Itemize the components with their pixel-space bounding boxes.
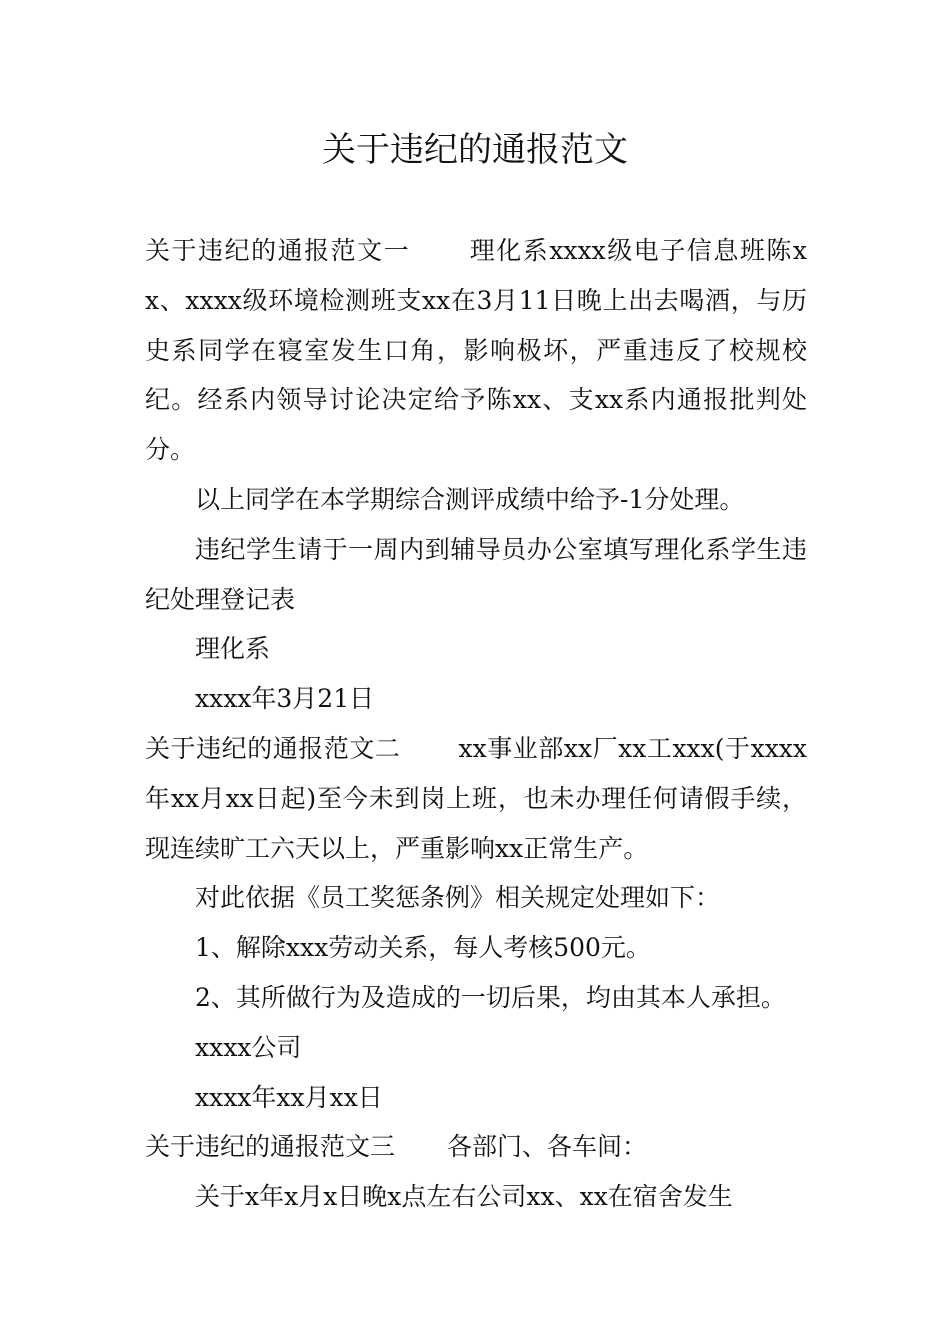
signature-date-2: xxxx年xx月xx日 xyxy=(195,1082,383,1112)
paragraph-sample-1 xyxy=(145,226,807,475)
signature-date-1: xxxx年3月21日 xyxy=(195,684,375,714)
sample-2-text: xx事业部xx厂xx工xxx(于xxxx年xx月xx日起)至今未到岗上班，也未办理任何请假手续，现连续旷工六天以上，严重影响xx正常生产。 xyxy=(145,733,807,863)
paragraph-score-deduction: 以上同学在本学期综合测评成绩中给予-1分处理。 xyxy=(195,484,745,514)
paragraph-registration-form: 违纪学生请于一周内到辅导员办公室填写理化系学生违纪处理登记表 xyxy=(145,534,807,614)
document-title: 关于违纪的通报范文 xyxy=(322,130,628,170)
sample-2-heading: 关于违纪的通报范文二 xyxy=(145,733,401,763)
list-item-2: 2、其所做行为及造成的一切后果，均由其本人承担。 xyxy=(195,982,786,1012)
paragraph-basis: 对此依据《员工奖惩条例》相关规定处理如下： xyxy=(195,883,721,913)
document-body xyxy=(145,226,807,1222)
paragraph-sample-2 xyxy=(145,724,807,873)
paragraph-sample-3 xyxy=(145,1122,807,1172)
sample-1-text: 理化系xxxx级电子信息班陈xx、xxxx级环境检测班支xx在3月11日晚上出去喝酒，与历史系同学在寝室发生口角，影响极坏，严重违反了校规校纪。经系内领导讨论决定给予陈xx、支xx系内通报批判处分。 xyxy=(145,236,807,465)
sample-1-heading: 关于违纪的通报范文一 xyxy=(145,236,411,265)
signature-company: xxxx公司 xyxy=(195,1032,302,1062)
paragraph-sample-3-body: 关于x年x月x日晚x点左右公司xx、xx在宿舍发生 xyxy=(195,1182,733,1212)
sample-3-text: 各部门、各车间： xyxy=(447,1132,648,1162)
signature-department: 理化系 xyxy=(195,634,271,664)
list-item-1: 1、解除xxx劳动关系，每人考核500元。 xyxy=(195,933,651,963)
sample-3-heading: 关于违纪的通报范文三 xyxy=(145,1132,396,1162)
